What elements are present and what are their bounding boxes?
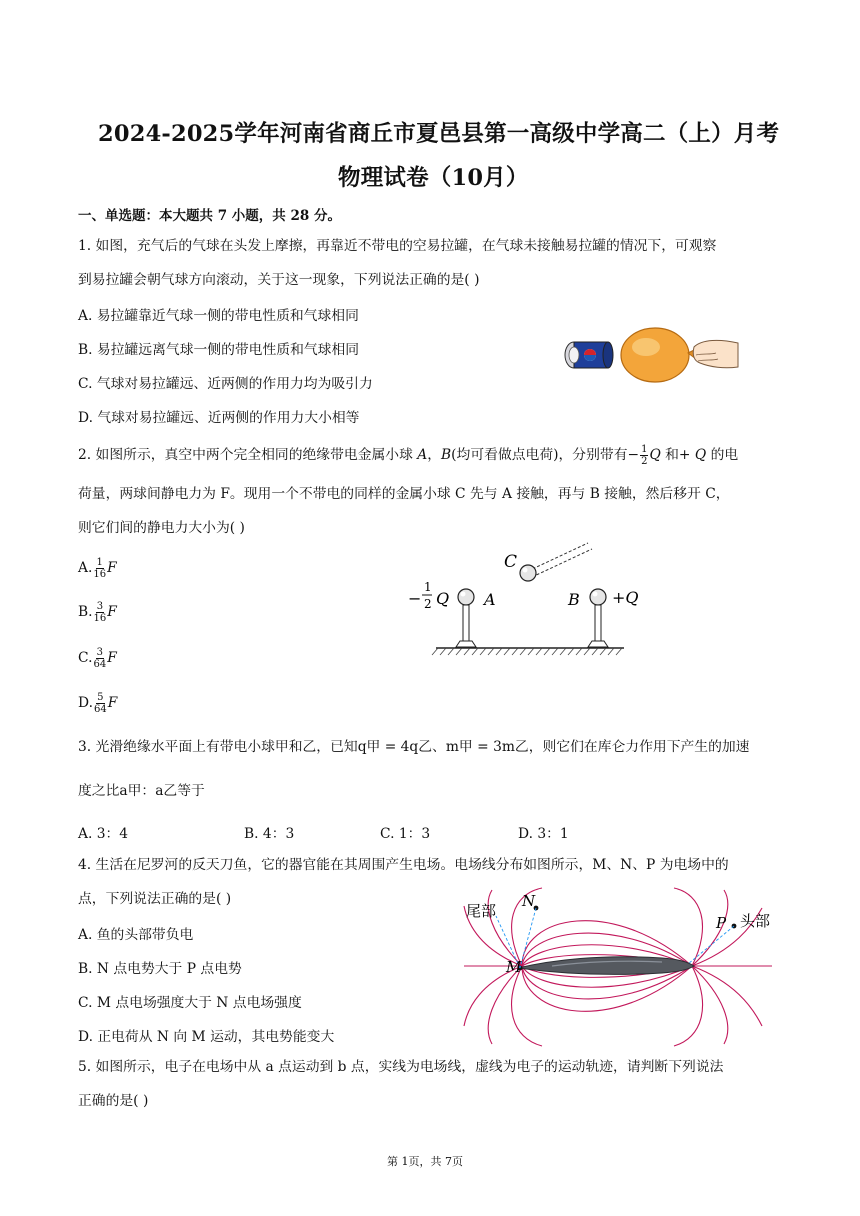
q2-stem-line2: 荷量，两球间静电力为 F。现用一个不带电的同样的金属小球 C 先与 A 接触，再与 B 接触，然后移开 C， [78, 486, 730, 502]
section-heading: 一、单选题：本大题共 7 小题，共 28 分。 [78, 208, 341, 224]
q2-ball-b-label: B [441, 447, 452, 463]
q1-stem-line2: 到易拉罐会朝气球方向滚动，关于这一现象，下列说法正确的是( ) [78, 272, 480, 288]
page-title-line2: 物理试卷（10月） [338, 165, 529, 191]
q2-option-c: C. $\frac{3}{64}$ F [78, 647, 117, 670]
hand-image [693, 340, 738, 367]
q4-stem-line1: 4. 生活在尼罗河的反天刀鱼，它的器官能在其周围产生电场。电场线分布如图所示，M、N、P 为电场中的 [78, 857, 729, 873]
q4-option-b: B. N 点电势大于 P 点电势 [78, 961, 242, 977]
sphere-c [504, 543, 592, 581]
q1-option-a: A. 易拉罐靠近气球一侧的带电性质和气球相同 [78, 308, 359, 324]
q1-option-b: B. 易拉罐远离气球一侧的带电性质和气球相同 [78, 342, 360, 358]
q2-stem-line3: 则它们间的静电力大小为( ) [78, 520, 245, 536]
q2-stem-line1-c: 和+ [660, 447, 695, 463]
q4-option-d: D. 正电荷从 N 向 M 运动，其电势能变大 [78, 1029, 335, 1045]
q2-option-b: B. $\frac{3}{16}$ F [78, 601, 117, 624]
q3-option-b: B. 4：3 [244, 826, 295, 842]
q1-figure-balloon-can [560, 325, 740, 385]
svg-text:A: A [484, 590, 496, 609]
q2-stem-line1-d: 的电 [706, 447, 739, 463]
svg-text:M: M [506, 958, 522, 976]
q4-stem-line2: 点，下列说法正确的是( ) [78, 891, 232, 907]
q2-stem-line1-b: (均可看做点电荷)，分别带有− [451, 447, 640, 463]
svg-text:1: 1 [424, 580, 432, 594]
q4-option-c: C. M 点电场强度大于 N 点电场强度 [78, 995, 302, 1011]
page-title-line1: 2024-2025学年河南省商丘市夏邑县第一高级中学高二（上）月考 [98, 121, 780, 147]
page-footer: 第 1页，共 7页 [387, 1155, 463, 1168]
svg-text:P: P [716, 914, 727, 932]
svg-text:头部: 头部 [740, 912, 771, 930]
q3-option-d: D. 3：1 [518, 826, 569, 842]
soda-can-image [565, 342, 613, 368]
q4-option-a: A. 鱼的头部带负电 [78, 927, 194, 943]
svg-text:+Q: +Q [612, 588, 639, 607]
q5-stem-line1: 5. 如图所示，电子在电场中从 a 点运动到 b 点，实线为电场线，虚线为电子的运动轨迹，请判断下列说法 [78, 1059, 724, 1075]
q3-option-c: C. 1：3 [380, 826, 431, 842]
svg-text:尾部: 尾部 [466, 902, 497, 920]
svg-text:C: C [504, 552, 518, 572]
q3-stem-line2: 度之比a甲：a乙等于 [78, 783, 205, 799]
q2-half-fraction: $\frac{1}{2}$ [641, 444, 648, 467]
q5-stem-line2: 正确的是( ) [78, 1093, 149, 1109]
q1-option-d: D. 气球对易拉罐远、近两侧的作用力大小相等 [78, 410, 360, 426]
svg-text:N: N [522, 892, 536, 910]
q4-figure-fish-field [462, 886, 774, 1048]
svg-text:2: 2 [424, 597, 432, 611]
q2-figure-charged-spheres [400, 535, 639, 663]
fish-image [518, 957, 694, 975]
q2-option-d: D. $\frac{5}{64}$ F [78, 692, 118, 715]
svg-text:−: − [408, 589, 422, 608]
q3-option-a: A. 3：4 [78, 826, 129, 842]
svg-text:B: B [568, 590, 580, 609]
ground-hatch [432, 648, 624, 655]
balloon-image [621, 328, 696, 382]
q2-stem-line1-a: 2. 如图所示，真空中两个完全相同的绝缘带电金属小球 [78, 447, 418, 463]
svg-text:Q: Q [436, 589, 450, 608]
q2-stem-line1: 2. 如图所示，真空中两个完全相同的绝缘带电金属小球 A，B(均可看做点电荷)，分别带有− $\frac{1}{2}$ Q 和+ Q 的电 [78, 444, 739, 467]
sphere-a [408, 580, 496, 647]
q3-stem-line1: 3. 光滑绝缘水平面上有带电小球甲和乙，已知q甲 = 4q乙、m甲 = 3m乙，则它们在库仑力作用下产生的加速 [78, 739, 750, 755]
q2-option-a: A. $\frac{1}{16}$ F [78, 557, 117, 580]
sphere-b [567, 588, 639, 647]
q1-option-c: C. 气球对易拉罐远、近两侧的作用力均为吸引力 [78, 376, 373, 392]
q2-ball-a-label: A [417, 447, 428, 463]
q1-stem-line1: 1. 如图，充气后的气球在头发上摩擦，再靠近不带电的空易拉罐，在气球未接触易拉罐的情况下，可观察 [78, 238, 717, 254]
